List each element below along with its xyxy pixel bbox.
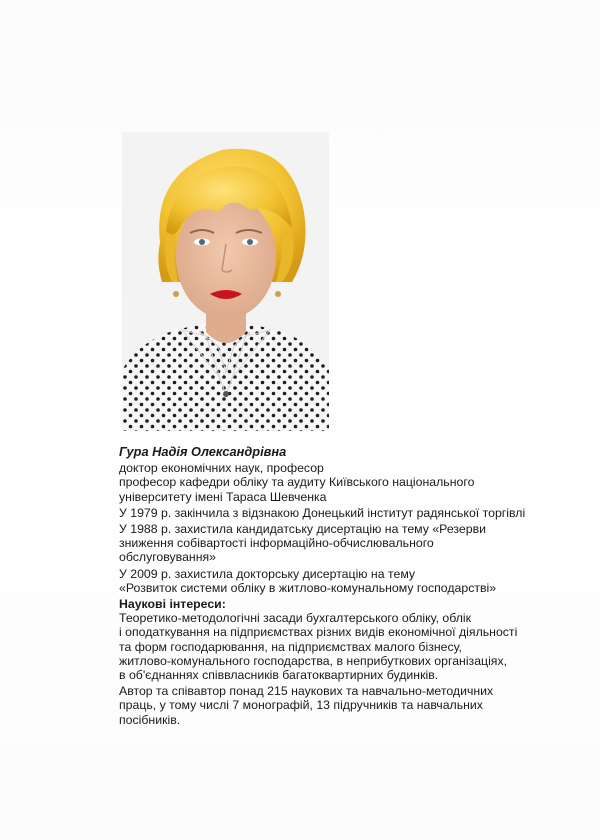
position-line-2: університету імені Тараса Шевченка (119, 489, 327, 504)
publications-line-1: Автор та співавтор понад 215 наукових та навчально-методичних (119, 684, 494, 699)
doctorate-2009 (119, 567, 539, 595)
phd-1988-line-1: У 1988 р. захистила кандидатську дисертацію на тему «Резерви (119, 522, 486, 537)
interests-line-3: та форм господарювання, на підприємствах малого бізнесу, (119, 639, 462, 654)
doctorate-2009-line-2: «Розвиток системи обліку в житлово-комунальному господарстві» (119, 580, 497, 595)
interests-line-5: в об'єднаннях співвласників багатоквартирних будинків. (119, 668, 439, 683)
interests-line-2: і оподаткування на підприємствах різних видів економічної діяльності (119, 625, 518, 640)
interests-line-1: Теоретико-методологічні засади бухгалтерського обліку, облік (119, 611, 472, 626)
author-bio (119, 445, 539, 727)
education-1979: У 1979 р. закінчила з відзнакою Донецький інститут радянської торгівлі (119, 505, 526, 520)
publications-line-2: праць, у тому числі 7 монографій, 13 підручників та навчальних (119, 698, 483, 713)
publications-line-3: посібників. (119, 712, 181, 727)
doctorate-2009-line-1: У 2009 р. захистила докторську дисертацію на тему (119, 566, 416, 581)
publications (119, 684, 539, 727)
author-portrait-photo (122, 132, 329, 431)
position-line-1: професор кафедри обліку та аудиту Київського національного (119, 475, 475, 490)
phd-1988-line-2: зниження собівартості інформаційно-обчислювального (119, 536, 434, 551)
author-name: Гура Надія Олександрівна (119, 444, 287, 459)
research-interests (119, 611, 539, 682)
research-interests-heading: Наукові інтереси: (119, 597, 226, 612)
phd-1988 (119, 522, 539, 565)
academic-degree: доктор економічних наук, професор (119, 461, 324, 476)
phd-1988-line-3: обслуговування» (119, 550, 216, 565)
interests-line-4: житлово-комунального господарства, в неприбуткових організаціях, (119, 653, 508, 668)
